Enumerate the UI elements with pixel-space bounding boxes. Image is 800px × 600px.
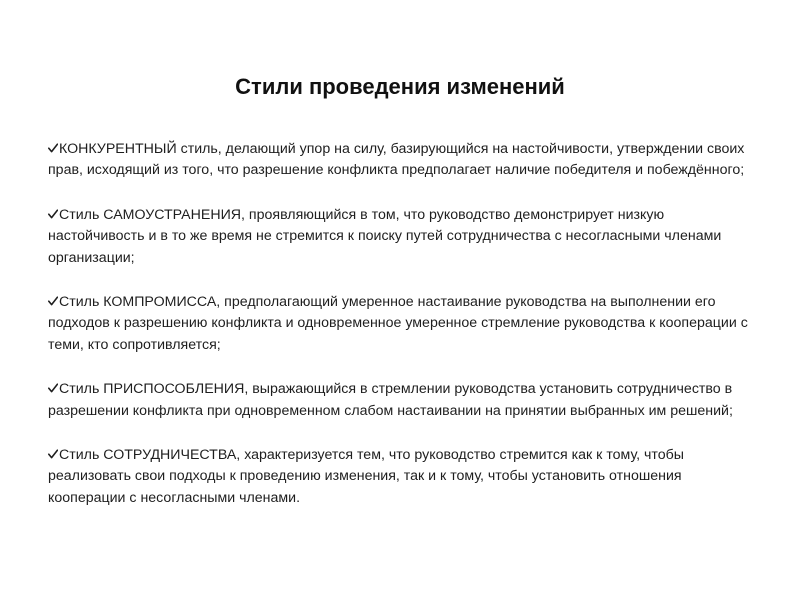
bullet-text: Стиль САМОУСТРАНЕНИЯ, проявляющийся в том, что руководство демонстрирует низкую настойчивость и в то же время не стремится к поиску путей сотрудничества с несогласными членами организации; [48,206,722,266]
bullet-list [48,139,760,532]
bullet-text: КОНКУРЕНТНЫЙ стиль, делающий упор на силу, базирующийся на настойчивости, утверждении своих прав, исходящий из того, что разрешение конфликта предполагает наличие победителя и побеждённого; [48,141,745,179]
bullet-item-prisposoblenie [48,379,760,422]
bullet-item-sotrudnichestvo [48,445,760,509]
bullet-text: Стиль КОМПРОМИССА, предполагающий умеренное настаивание руководства на выполнении его подходов к разрешению конфликта и одновременное умеренное стремление руководства к кооперации с теми, кто сопротивляется; [48,294,748,353]
checkmark-bullet-icon [48,449,59,459]
checkmark-bullet-icon [48,296,59,306]
bullet-text: Стиль ПРИСПОСОБЛЕНИЯ, выражающийся в стремлении руководства установить сотрудничество в разрешении конфликта при одновременном слабом настаивании на принятии выбранных им решений; [48,381,733,419]
bullet-text: Стиль СОТРУДНИЧЕСТВА, характеризуется тем, что руководство стремится как к тому, чтобы реализовать свои подходы к проведению изменения, так и к тому, чтобы установить отношения кооперации с несогласными членами. [48,447,684,506]
bullet-item-kompromiss [48,292,760,356]
bullet-item-samoustranenie [48,205,760,269]
bullet-item-konkurentny [48,139,760,182]
checkmark-bullet-icon [48,383,59,393]
checkmark-bullet-icon [48,209,59,219]
checkmark-bullet-icon [48,143,59,153]
slide-title: Стили проведения изменений [235,74,565,99]
